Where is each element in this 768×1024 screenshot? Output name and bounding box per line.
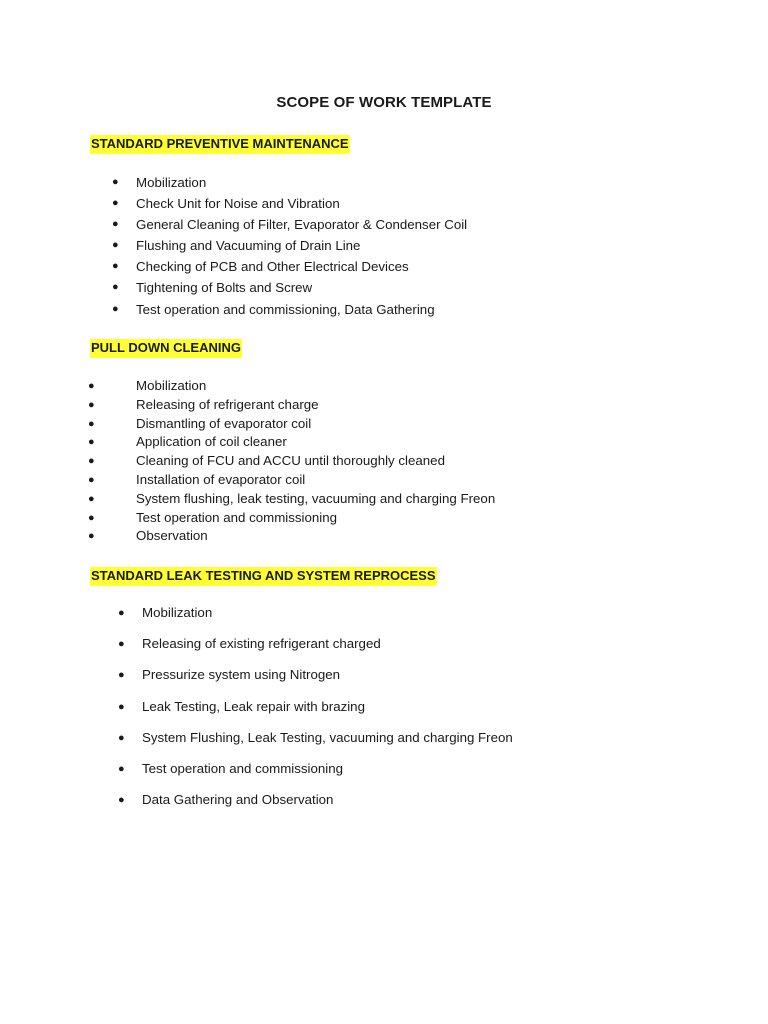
list-item: ● Installation of evaporator coil xyxy=(88,471,306,487)
bullet-icon: ● xyxy=(88,492,95,505)
bullet-icon: ● xyxy=(112,239,119,252)
bullet-icon: ● xyxy=(88,417,95,430)
list-item: ● Tightening of Bolts and Screw xyxy=(112,280,313,296)
leak-testing-list xyxy=(118,604,513,822)
section-heading-leak-testing: STANDARD LEAK TESTING AND SYSTEM REPROCESS xyxy=(90,567,437,586)
bullet-icon: ● xyxy=(112,260,119,273)
bullet-icon: ● xyxy=(118,638,125,651)
bullet-icon: ● xyxy=(88,511,95,524)
list-item: ● Cleaning of FCU and ACCU until thoroughly cleaned xyxy=(88,453,445,469)
section-heading-pull-down-cleaning: PULL DOWN CLEANING xyxy=(90,339,242,358)
list-item: ● Mobilization xyxy=(88,378,207,393)
list-item: ● Releasing of refrigerant charge xyxy=(88,396,319,412)
list-item: ● Releasing of existing refrigerant charged xyxy=(118,636,381,652)
bullet-icon: ● xyxy=(118,731,125,744)
bullet-icon: ● xyxy=(88,398,95,411)
bullet-icon: ● xyxy=(88,530,95,543)
list-item: ● Test operation and commissioning xyxy=(118,760,344,776)
list-item: ● Pressurize system using Nitrogen xyxy=(118,667,341,683)
bullet-icon: ● xyxy=(112,218,119,231)
bullet-icon: ● xyxy=(112,302,119,315)
list-item: ● Data Gathering and Observation xyxy=(118,792,334,808)
list-item: ● General Cleaning of Filter, Evaporator & Condenser Coil xyxy=(112,217,468,233)
bullet-icon: ● xyxy=(88,473,95,486)
list-item: ● System Flushing, Leak Testing, vacuuming and charging Freon xyxy=(118,729,513,745)
list-item: ● Observation xyxy=(88,528,208,544)
bullet-icon: ● xyxy=(112,281,119,294)
list-item: ● Application of coil cleaner xyxy=(88,434,287,450)
bullet-icon: ● xyxy=(88,436,95,449)
bullet-icon: ● xyxy=(118,669,125,682)
list-item: ● Test operation and commissioning xyxy=(88,509,338,525)
pull-down-cleaning-list xyxy=(88,377,495,546)
list-item: ● Test operation and commissioning, Data Gathering xyxy=(112,301,435,317)
bullet-icon: ● xyxy=(118,794,125,807)
list-item: ● Dismantling of evaporator coil xyxy=(88,415,312,431)
list-item: ● Mobilization xyxy=(118,605,213,620)
list-item: ● Checking of PCB and Other Electrical Devices xyxy=(112,259,409,275)
list-item: ● Mobilization xyxy=(112,175,207,190)
bullet-icon: ● xyxy=(112,197,119,210)
bullet-icon: ● xyxy=(118,762,125,775)
bullet-icon: ● xyxy=(88,380,95,392)
bullet-icon: ● xyxy=(118,700,125,713)
section-heading-preventive-maintenance: STANDARD PREVENTIVE MAINTENANCE xyxy=(90,135,350,154)
list-item: ● Leak Testing, Leak repair with brazing xyxy=(118,698,365,714)
list-item: ● Check Unit for Noise and Vibration xyxy=(112,196,340,212)
list-item: ● System flushing, leak testing, vacuuming and charging Freon xyxy=(88,490,496,506)
page-title: SCOPE OF WORK TEMPLATE xyxy=(276,94,492,111)
list-item: ● Flushing and Vacuuming of Drain Line xyxy=(112,238,361,254)
bullet-icon: ● xyxy=(88,455,95,468)
preventive-maintenance-list xyxy=(112,173,467,321)
bullet-icon: ● xyxy=(112,176,119,188)
bullet-icon: ● xyxy=(118,607,125,619)
